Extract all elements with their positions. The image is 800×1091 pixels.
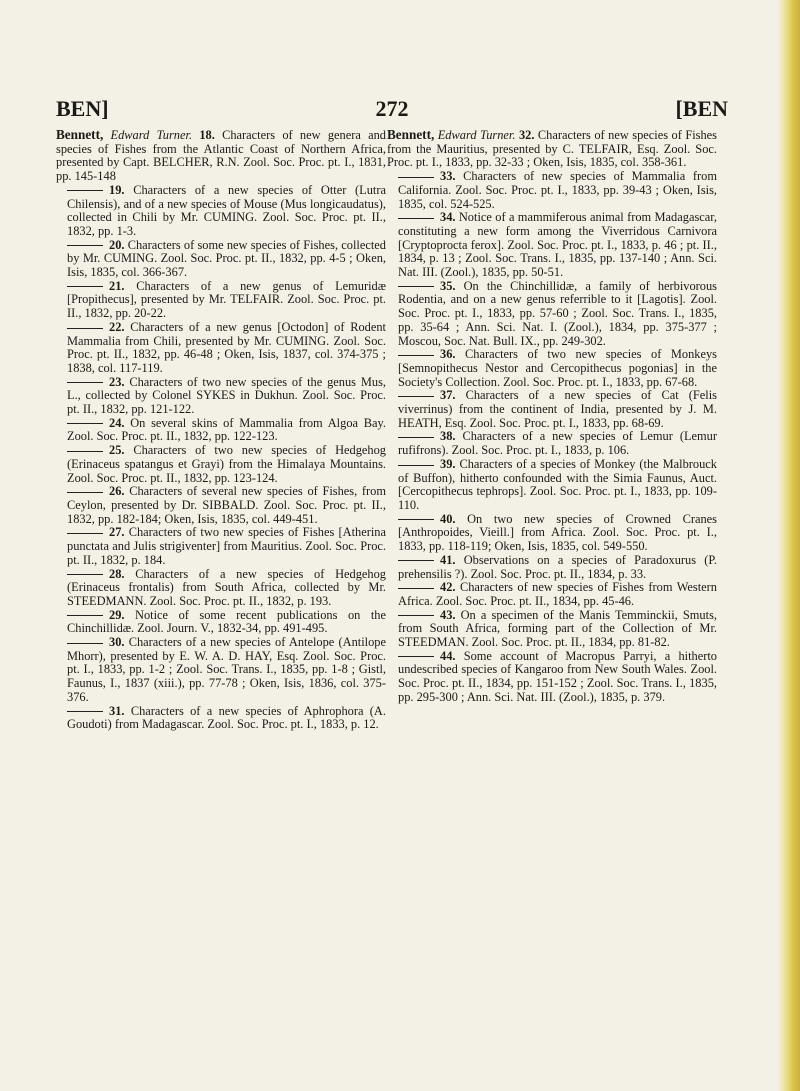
entry-number: 38. <box>440 429 463 444</box>
entry-number: 21. <box>109 278 137 293</box>
entry-number: 28. <box>109 566 136 581</box>
ditto-dash <box>67 492 103 493</box>
bibliography-entry <box>387 513 717 554</box>
bibliography-entry <box>56 239 386 280</box>
entry-text: Characters of a new species of Lemur (Lemur rufifrons). Zool. Soc. Proc. pt. I., 1833, p. 106. <box>398 429 717 458</box>
bibliography-entry <box>387 128 717 170</box>
entry-text: Characters of new genera and species of Fishes from the Atlantic Coast of Northern Africa, presented by Capt. BELCHER, R.N. Zool. Soc. Proc. pt. I., 1831, pp. 145-148 <box>56 128 386 184</box>
page-number: 272 <box>375 96 409 121</box>
bibliography-entry <box>56 128 386 184</box>
ditto-dash <box>398 588 434 589</box>
bibliography-entry <box>387 554 717 581</box>
bibliography-entry <box>56 184 386 239</box>
ditto-dash <box>398 286 434 287</box>
bibliography-entry <box>387 458 717 513</box>
bibliography-entry <box>56 376 386 417</box>
author-given-name: Edward Turner. <box>103 128 200 142</box>
entry-text: On the Chinchillidæ, a family of herbivorous Rodentia, and on a new genus referrible to it [Lagotis]. Zool. Soc. Proc. pt. I., 1833, pp. 57-60 ; Zool. Soc. Trans. I., 1835, pp. 35-64 ; Ann. Sci. Nat. I. (Zool.), 1834, pp. 375-377 ; Moscou, Soc. Nat. Bull. IX., pp. 249-302. <box>398 278 718 348</box>
entry-text: Some account of Macropus Parryi, a hitherto undescribed species of Kangaroo from New South Wales. Zool. Soc. Proc. pt. II., 1834, pp. 151-152 ; Zool. Soc. Trans. I., 1835, pp. 295-300 ; Ann. Sci. Nat. III. (Zool.), 1835, p. 379. <box>398 648 717 704</box>
entry-text: Characters of a new species of Cat (Felis viverrinus) from the continent of India, presented by J. M. HEATH, Esq. Zool. Soc. Proc. pt. I., 1833, pp. 68-69. <box>398 388 717 430</box>
author-name: Bennett, <box>387 127 435 142</box>
entry-text: Characters of several new species of Fishes, from Ceylon, presented by Dr. SIBBALD. Zool. Soc. Proc. pt. II., 1832, pp. 182-184; Oken, Isis, 1835, col. 449-451. <box>67 484 386 526</box>
entry-number: 18. <box>199 128 223 142</box>
entry-number: 30. <box>109 635 129 650</box>
bibliography-entry <box>56 636 386 705</box>
entry-text: Characters of a species of Monkey (the Malbrouck of Buffon), hitherto confounded with the Simia Faunus, Auct. [Cercopithecus tephrops]. Zool. Soc. Proc. pt. I., 1833, pp. 109-110. <box>398 456 717 512</box>
entry-number: 40. <box>440 511 468 526</box>
entry-text: Notice of some recent publications on the Chinchillidæ. Zool. Journ. V., 1832-34, pp. 491-495. <box>67 607 386 636</box>
ditto-dash <box>67 643 103 644</box>
ditto-dash <box>398 560 434 561</box>
entry-number: 36. <box>440 347 466 362</box>
entry-text: Characters of a new species of Aphrophora (A. Goudoti) from Madagascar. Zool. Soc. Proc. pt. I., 1833, p. 12. <box>67 703 386 732</box>
ditto-dash <box>398 355 434 356</box>
entry-number: 33. <box>440 169 464 184</box>
entry-text: Characters of a new species of Antelope (Antilope Mhorr), presented by E. W. A. D. HAY, Esq. Zool. Soc. Proc. pt. I., 1833, pp. 1-2 ; Zool. Soc. Trans. I., 1835, pp. 1-8 ; Gistl, Faunus, I., 1837 (xiii.), pp. 77-78 ; Oken, Isis, 1836, col. 375-376. <box>67 635 386 704</box>
bibliography-entry <box>56 705 386 732</box>
entry-number: 37. <box>440 388 466 403</box>
bibliography-entry <box>56 485 386 526</box>
ditto-dash <box>398 465 434 466</box>
ditto-dash <box>67 328 103 329</box>
entry-text: Characters of new species of Fishes from Western Africa. Zool. Soc. Proc. pt. II., 1834, pp. 45-46. <box>398 580 718 608</box>
entry-number: 41. <box>440 552 464 567</box>
bibliography-entry <box>387 280 717 349</box>
ditto-dash <box>398 519 434 520</box>
header-right: [BEN <box>675 96 728 121</box>
bibliography-entry <box>387 650 717 705</box>
ditto-dash <box>67 286 103 287</box>
bibliography-entry <box>387 609 717 650</box>
ditto-dash <box>67 451 103 452</box>
ditto-dash <box>398 218 434 219</box>
ditto-dash <box>67 190 103 191</box>
entry-number: 42. <box>440 580 460 595</box>
entry-number: 22. <box>109 319 131 334</box>
entry-text: Characters of a new genus [Octodon] of Rodent Mammalia from Chili, presented by Mr. CUMING. Zool. Soc. Proc. pt. II., 1832, pp. 46-48 ; Oken, Isis, 1837, col. 374-375 ; 1838, col. 117-119. <box>67 319 386 375</box>
left-column <box>56 128 386 732</box>
entry-number: 25. <box>109 443 134 458</box>
entry-text: Characters of some new species of Fishes, collected by Mr. CUMING. Zool. Soc. Proc. pt. II., 1832, pp. 4-5 ; Oken, Isis, 1835, col. 366-367. <box>67 237 386 280</box>
entry-number: 23. <box>109 374 130 389</box>
ditto-dash <box>67 533 103 534</box>
bibliography-entry <box>387 430 717 457</box>
ditto-dash <box>398 437 434 438</box>
entry-text: Observations on a species of Paradoxurus (P. prehensilis ?). Zool. Soc. Proc. pt. II., 1834, p. 33. <box>398 552 717 581</box>
ditto-dash <box>67 423 103 424</box>
bibliography-entry <box>387 581 717 608</box>
entry-text: Characters of a new species of Otter (Lutra Chilensis), and of a new species of Mouse (Mus longicaudatus), collected in Chili by Mr. CUMING. Zool. Soc. Proc. pt. II., 1832, pp. 1-3. <box>67 182 386 238</box>
entry-text: On a specimen of the Manis Temminckii, Smuts, from South Africa, forming part of the Collection of Mr. STEEDMAN. Zool. Soc. Proc. pt. II., 1834, pp. 81-82. <box>398 607 717 650</box>
page-edge <box>778 0 800 1091</box>
bibliography-entry <box>387 348 717 389</box>
entry-text: Characters of new species of Fishes from the Mauritius, presented by C. TELFAIR, Esq. Zool. Soc. Proc. pt. I., 1833, pp. 32-33 ; Oken, Isis, 1835, col. 358-361. <box>387 128 717 170</box>
ditto-dash <box>67 574 103 575</box>
entry-text: Notice of a mammiferous animal from Madagascar, constituting a new form among the Viverridous Carnivora [Cryptoprocta ferox]. Zool. Soc. Proc. pt. I., 1833, p. 46 ; pt. II., 1834, p. 13 ; Zool. Soc. Trans. I., 1835, pp. 137-140 ; Ann. Sci. Nat. III. (Zool.), 1835, pp. 50-51. <box>398 210 717 280</box>
ditto-dash <box>398 396 434 397</box>
entry-text: Characters of two new species of the genus Mus, L., collected by Colonel SYKES in Dukhun. Zool. Soc. Proc. pt. II., 1832, pp. 121-122. <box>67 374 386 417</box>
ditto-dash <box>398 177 434 178</box>
entry-text: Characters of two new species of Hedgehog (Erinaceus spatangus et Grayi) from the Himalaya Mountains. Zool. Soc. Proc. pt. II., 1832, pp. 123-124. <box>67 443 386 485</box>
author-name: Bennett, <box>56 127 104 142</box>
entry-number: 24. <box>109 415 131 430</box>
entry-text: Characters of a new species of Hedgehog (Erinaceus frontalis) from South Africa, collected by Mr. STEEDMANN. Zool. Soc. Proc. pt. II., 1832, p. 193. <box>67 566 386 608</box>
entry-number: 35. <box>440 278 464 293</box>
entry-number: 32. <box>518 128 538 142</box>
entry-text: Characters of two new species of Monkeys [Semnopithecus Nestor and Cercopithecus pogonias] in the Society's Collection. Zool. Soc. Proc. pt. I., 1833, pp. 67-68. <box>398 347 717 389</box>
entry-text: On several skins of Mammalia from Algoa Bay. Zool. Soc. Proc. pt. II., 1832, pp. 122-123. <box>67 415 386 444</box>
bibliography-entry <box>56 417 386 444</box>
entry-number: 26. <box>109 484 130 499</box>
ditto-dash <box>398 615 434 616</box>
entry-number: 34. <box>440 210 459 225</box>
entry-number: 39. <box>440 456 460 471</box>
bibliography-entry <box>387 170 717 211</box>
bibliography-entry <box>56 526 386 567</box>
bibliography-entry <box>387 211 717 280</box>
entry-number: 29. <box>109 607 136 622</box>
bibliography-entry <box>56 444 386 485</box>
bibliography-entry <box>56 280 386 321</box>
entry-text: Characters of two new species of Fishes [Atherina punctata and Julis strigiventer] from Mauritius. Zool. Soc. Proc. pt. II., 1832, p. 184. <box>67 525 386 567</box>
ditto-dash <box>67 711 103 712</box>
right-column <box>387 128 717 705</box>
ditto-dash <box>398 656 434 657</box>
author-given-name: Edward Turner. <box>434 128 519 142</box>
entry-text: Characters of new species of Mammalia from California. Zool. Soc. Proc. pt. I., 1833, pp. 39-43 ; Oken, Isis, 1835, col. 524-525. <box>398 169 718 211</box>
entry-text: On two new species of Crowned Cranes [Anthropoides, Vieill.] from Africa. Zool. Soc. Proc. pt. I., 1833, pp. 118-119; Oken, Isis, 1835, col. 549-550. <box>398 511 717 554</box>
bibliography-entry <box>56 609 386 636</box>
bibliography-entry <box>56 321 386 376</box>
ditto-dash <box>67 245 103 246</box>
running-header <box>56 96 728 126</box>
entry-text: Characters of a new genus of Lemuridæ [Propithecus], presented by Mr. TELFAIR. Zool. Soc. Proc. pt. II., 1832, pp. 20-22. <box>67 278 387 321</box>
entry-number: 19. <box>109 182 134 197</box>
entry-number: 44. <box>440 648 464 663</box>
ditto-dash <box>67 615 103 616</box>
header-left: BEN] <box>56 96 109 121</box>
ditto-dash <box>67 382 103 383</box>
bibliography-entry <box>56 568 386 609</box>
entry-number: 31. <box>109 703 131 718</box>
entry-number: 27. <box>109 525 129 540</box>
entry-number: 20. <box>109 237 128 252</box>
bibliography-entry <box>387 389 717 430</box>
entry-number: 43. <box>440 607 461 622</box>
